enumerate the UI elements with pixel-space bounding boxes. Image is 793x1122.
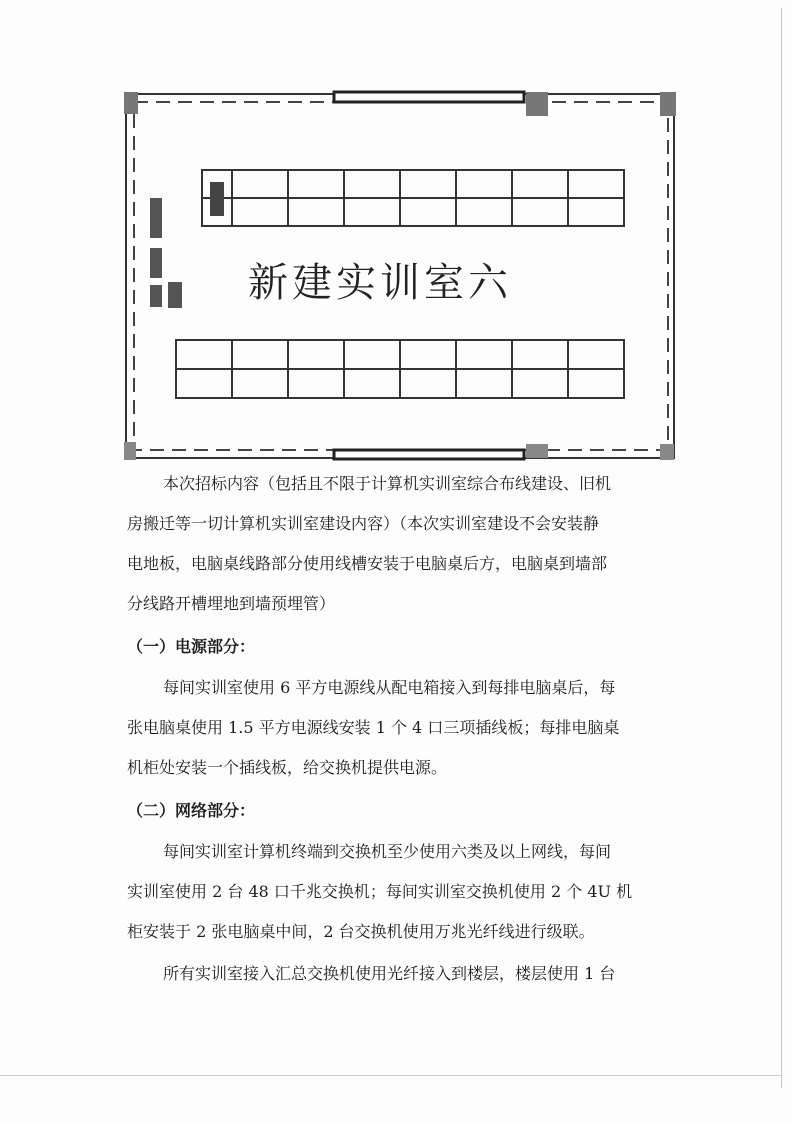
page-edge-right	[781, 8, 782, 1088]
cabinet-mark-top	[210, 182, 224, 216]
bottom-desk-group	[176, 340, 624, 398]
intro-line-4: 分线路开槽埋地到墙预埋管）	[127, 594, 336, 613]
section1-line-1: 每间实训室使用 6 平方电源线从配电箱接入到每排电脑桌后，每	[163, 678, 616, 697]
section2-line-2: 实训室使用 2 台 48 口千兆交换机；每间实训室交换机使用 2 个 4U 机	[127, 882, 633, 901]
podium-mark-3	[150, 285, 162, 307]
intro-line-3: 电地板，电脑桌线路部分使用线槽安装于电脑桌后方，电脑桌到墙部	[127, 554, 608, 573]
section2-line-3: 柜安装于 2 张电脑桌中间，2 台交换机使用万兆光纤线进行级联。	[127, 922, 595, 941]
section1-heading: （一）电源部分：	[127, 637, 256, 656]
podium-mark-2	[150, 248, 162, 278]
section1-line-3: 机柜处安装一个插线板，给交换机提供电源。	[127, 758, 448, 777]
pillar-top-mid	[526, 92, 548, 116]
pillar-bottom-mid	[526, 444, 548, 458]
podium-mark-4	[168, 282, 182, 308]
section2-heading: （二）网络部分：	[127, 801, 256, 820]
intro-line-2: 房搬迁等一切计算机实训室建设内容）（本次实训室建设不会安装静	[127, 514, 600, 533]
last-line: 所有实训室接入汇总交换机使用光纤接入到楼层，楼层使用 1 台	[163, 964, 616, 983]
pillar-top-left	[124, 92, 138, 114]
top-desk-group	[202, 170, 624, 226]
pillar-bottom-right	[660, 444, 674, 460]
podium-mark-1	[150, 198, 162, 238]
room-title: 新建实训室六	[248, 260, 512, 306]
pillar-bottom-left	[124, 442, 136, 460]
intro-line-1: 本次招标内容（包括且不限于计算机实训室综合布线建设、旧机	[163, 474, 612, 493]
page-edge-bottom	[0, 1075, 782, 1076]
top-door	[334, 92, 524, 102]
bottom-door	[334, 450, 524, 459]
section2-line-1: 每间实训室计算机终端到交换机至少使用六类及以上网线，每间	[163, 842, 612, 861]
pillar-top-right	[660, 92, 676, 116]
section1-line-2: 张电脑桌使用 1.5 平方电源线安装 1 个 4 口三项插线板；每排电脑桌	[127, 718, 620, 737]
